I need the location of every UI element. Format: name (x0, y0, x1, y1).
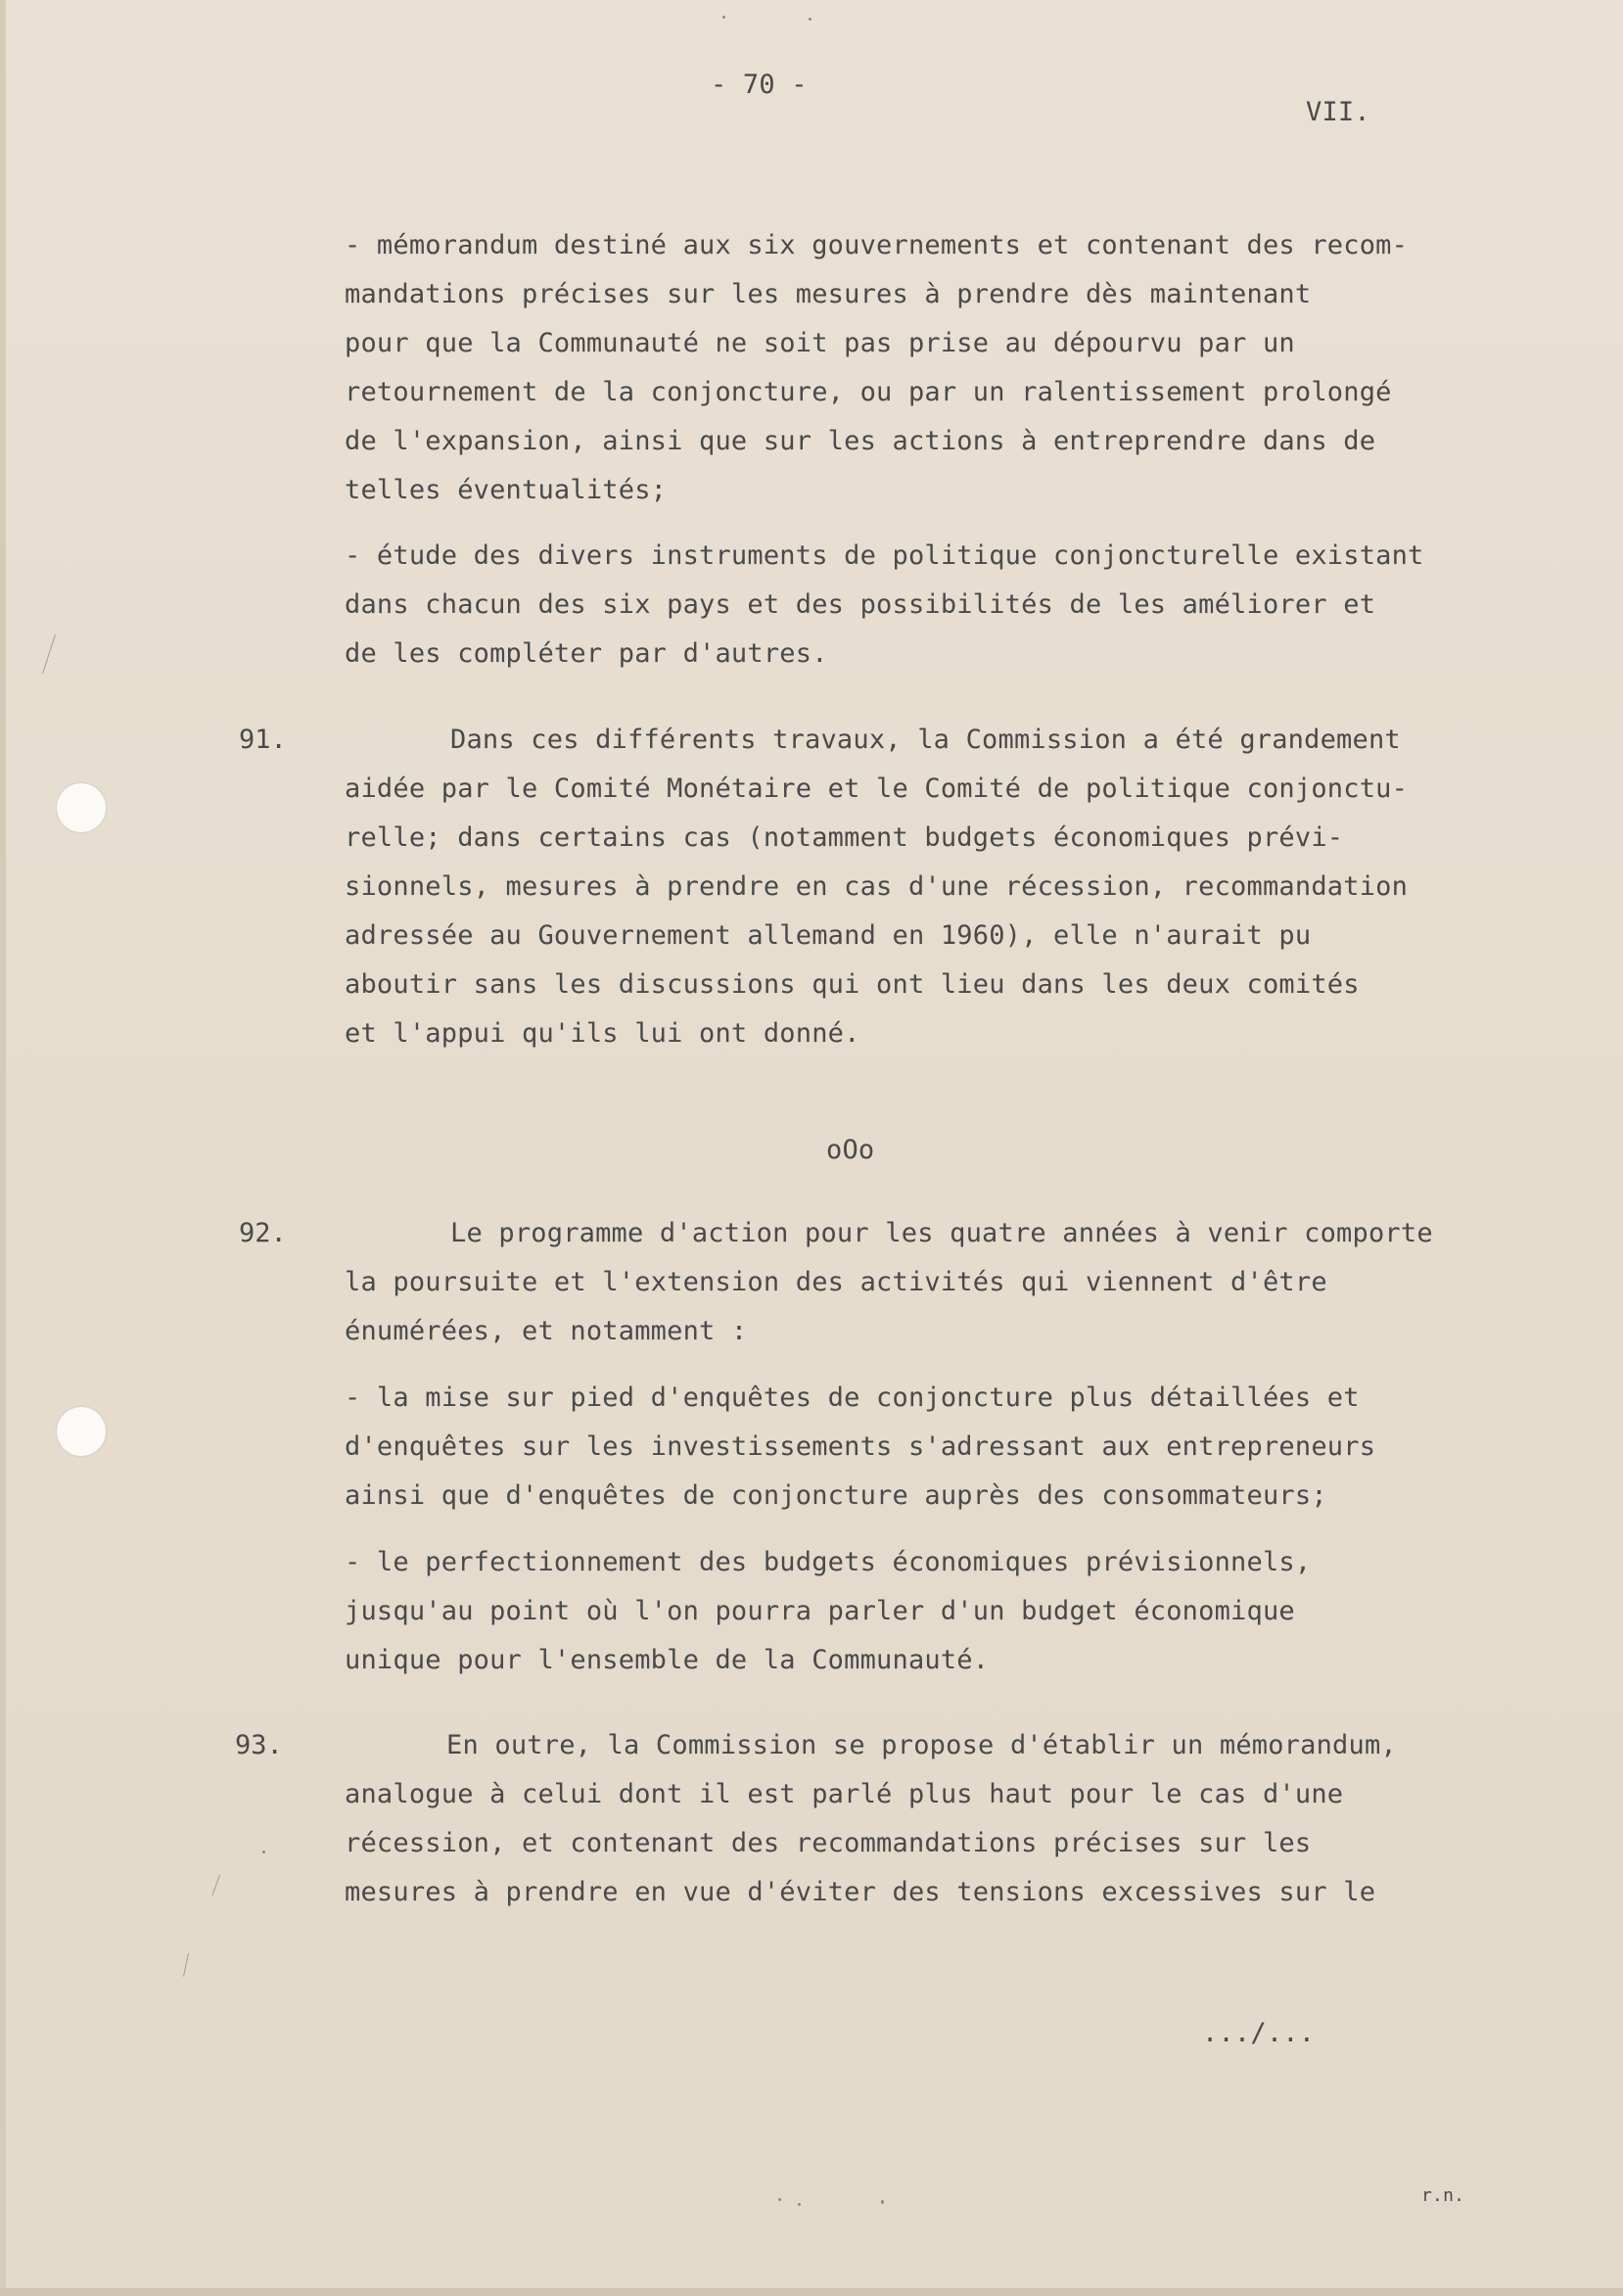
bullet-item: - la mise sur pied d'enquêtes de conjoncture plus détaillées et d'enquêtes sur les investissements s'adressant aux entrepreneurs ainsi que d'enquêtes de conjoncture auprès des consommateurs; (345, 1382, 1376, 1511)
page-edge (0, 0, 6, 2296)
punch-hole-top (57, 783, 106, 832)
ink-speck (809, 18, 812, 21)
punch-hole-bottom (57, 1407, 106, 1456)
pencil-mark (42, 634, 56, 674)
paragraph-first-line: Le programme d'action pour les quatre années à venir comporte (450, 1218, 1433, 1248)
paragraph-number: 92. (239, 1218, 287, 1248)
ink-speck (722, 16, 725, 19)
paragraph-body: la poursuite et l'extension des activités qui viennent d'être énumérées, et notamment : (345, 1267, 1327, 1346)
paragraph-body: analogue à celui dont il est parlé plus haut pour le cas d'une récession, et contenant des recommandations précises sur les mesures à prendre en vue d'éviter des tensions excessives sur le (345, 1779, 1376, 1907)
pencil-mark (211, 1875, 219, 1896)
ink-speck (778, 2198, 781, 2201)
page-edge (0, 2288, 1623, 2296)
pencil-mark (183, 1953, 189, 1977)
section-label: VII. (1306, 97, 1370, 127)
ink-speck (262, 1851, 265, 1853)
ink-speck (881, 2200, 884, 2204)
paragraph-first-line: Dans ces différents travaux, la Commission a été grandement (450, 725, 1401, 755)
bullet-item: - le perfectionnement des budgets économiques prévisionnels, jusqu'au point où l'on pourra parler d'un budget économique unique pour l'ensemble de la Communauté. (345, 1547, 1312, 1675)
typist-initials: r.n. (1421, 2185, 1465, 2206)
paragraph-number: 93. (235, 1730, 283, 1760)
bullet-item: - mémorandum destiné aux six gouvernements et contenant des recom- mandations précises sur les mesures à prendre dès maintenant pour que la Communauté ne soit pas prise au dépourvu par un retournement de la conjoncture, ou par un ralentissement prolongé de l'expansion, ainsi que sur les actions à entreprendre dans de telles éventualités; (345, 230, 1409, 505)
paragraph-number: 91. (239, 725, 287, 755)
ink-speck (798, 2203, 801, 2206)
paragraph-body: aidée par le Comité Monétaire et le Comité de politique conjonctu- relle; dans certains cas (notamment budgets économiques prévi- sionnels, mesures à prendre en cas d'une récession, recommandation adressée au Gouvernement allemand en 1960), elle n'aurait pu aboutir sans les discussions qui ont lieu dans les deux comités et l'appui qu'ils lui ont donné. (345, 773, 1409, 1049)
bullet-item: - étude des divers instruments de politique conjoncturelle existant dans chacun des six pays et des possibilités de les améliorer et de les compléter par d'autres. (345, 540, 1424, 669)
continuation-mark: .../... (1202, 2018, 1316, 2048)
page-number: - 70 - (711, 70, 808, 100)
paragraph-first-line: En outre, la Commission se propose d'établir un mémorandum, (446, 1730, 1397, 1760)
section-separator: oOo (826, 1135, 875, 1165)
